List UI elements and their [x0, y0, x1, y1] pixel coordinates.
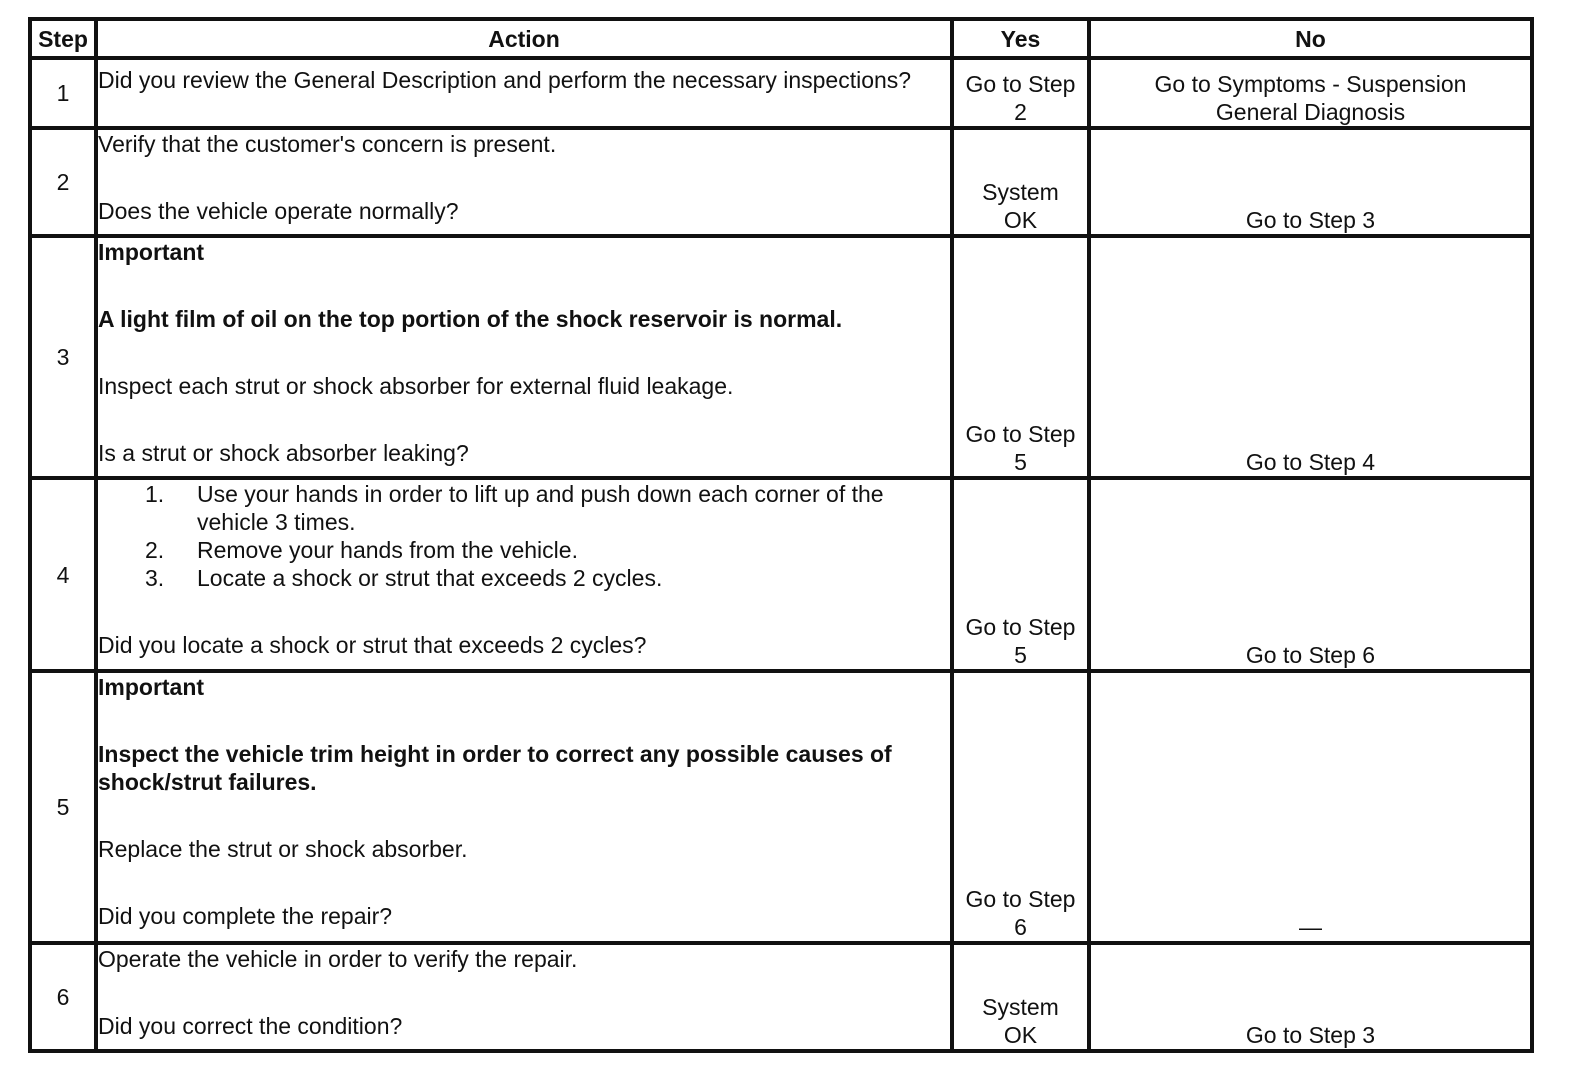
step-number: 2	[30, 128, 96, 236]
yes-line: 2	[1014, 99, 1027, 125]
table-row	[30, 671, 1532, 943]
action-question: Did you correct the condition?	[98, 1013, 403, 1039]
list-text: Locate a shock or strut that exceeds 2 cycles.	[197, 565, 663, 591]
yes-line: 6	[1014, 914, 1027, 940]
no-cell: Go to Step 6	[1089, 478, 1532, 671]
action-instruction: Operate the vehicle in order to verify the repair.	[98, 946, 578, 972]
yes-line: 5	[1014, 642, 1027, 668]
action-cell	[96, 478, 952, 671]
yes-cell	[952, 128, 1089, 236]
list-text: Remove your hands from the vehicle.	[197, 537, 578, 563]
header-step: Step	[30, 19, 96, 58]
list-item	[98, 480, 950, 536]
table-row	[30, 478, 1532, 671]
list-number: 1.	[145, 481, 165, 507]
yes-line: Go to Step	[965, 886, 1076, 912]
no-cell	[1089, 58, 1532, 128]
procedure-list	[98, 480, 950, 592]
step-number: 5	[30, 671, 96, 943]
list-item	[98, 564, 950, 592]
step-number: 6	[30, 943, 96, 1051]
no-line: General Diagnosis	[1215, 99, 1406, 125]
list-number: 3.	[145, 565, 165, 591]
no-cell: —	[1089, 671, 1532, 943]
action-question: Did you complete the repair?	[98, 903, 393, 929]
yes-line: Go to Step	[965, 421, 1076, 447]
yes-cell	[952, 943, 1089, 1051]
action-cell	[96, 128, 952, 236]
action-question: Is a strut or shock absorber leaking?	[98, 440, 469, 466]
no-line: Go to Symptoms - Suspension	[1154, 71, 1467, 97]
important-label: Important	[98, 239, 205, 265]
yes-cell	[952, 478, 1089, 671]
action-instruction: Inspect each strut or shock absorber for external fluid leakage.	[98, 373, 734, 399]
yes-line: OK	[1003, 207, 1038, 233]
yes-line: Go to Step	[965, 71, 1076, 97]
action-instruction: Replace the strut or shock absorber.	[98, 836, 468, 862]
table-row	[30, 943, 1532, 1051]
action-question: Did you review the General Description and perform the necessary inspections?	[98, 67, 912, 93]
action-question: Did you locate a shock or strut that exceeds 2 cycles?	[98, 632, 647, 658]
important-note: Inspect the vehicle trim height in order to correct any possible causes of shock/strut failures.	[98, 741, 892, 795]
header-action: Action	[96, 19, 952, 58]
yes-line: OK	[1003, 1022, 1038, 1048]
action-cell	[96, 236, 952, 478]
yes-line: Go to Step	[965, 614, 1076, 640]
yes-cell	[952, 58, 1089, 128]
yes-line: System	[982, 994, 1059, 1020]
action-cell	[96, 58, 952, 128]
step-number: 3	[30, 236, 96, 478]
action-question: Does the vehicle operate normally?	[98, 198, 459, 224]
header-row	[30, 19, 1532, 58]
yes-line: System	[982, 179, 1059, 205]
step-number: 4	[30, 478, 96, 671]
list-number: 2.	[145, 537, 165, 563]
header-no: No	[1089, 19, 1532, 58]
header-yes: Yes	[952, 19, 1089, 58]
list-text: Use your hands in order to lift up and push down each corner of the vehicle 3 times.	[197, 481, 884, 535]
important-label: Important	[98, 674, 205, 700]
important-note: A light film of oil on the top portion of the shock reservoir is normal.	[98, 306, 843, 332]
action-cell	[96, 671, 952, 943]
yes-cell	[952, 671, 1089, 943]
table-row	[30, 236, 1532, 478]
yes-line: 5	[1014, 449, 1027, 475]
no-cell: Go to Step 4	[1089, 236, 1532, 478]
step-number: 1	[30, 58, 96, 128]
table-row	[30, 58, 1532, 128]
diagnostic-table	[28, 17, 1534, 1053]
action-cell	[96, 943, 952, 1051]
action-instruction: Verify that the customer's concern is present.	[98, 131, 557, 157]
list-item	[98, 536, 950, 564]
yes-cell	[952, 236, 1089, 478]
table-row	[30, 128, 1532, 236]
no-cell: Go to Step 3	[1089, 128, 1532, 236]
no-cell: Go to Step 3	[1089, 943, 1532, 1051]
